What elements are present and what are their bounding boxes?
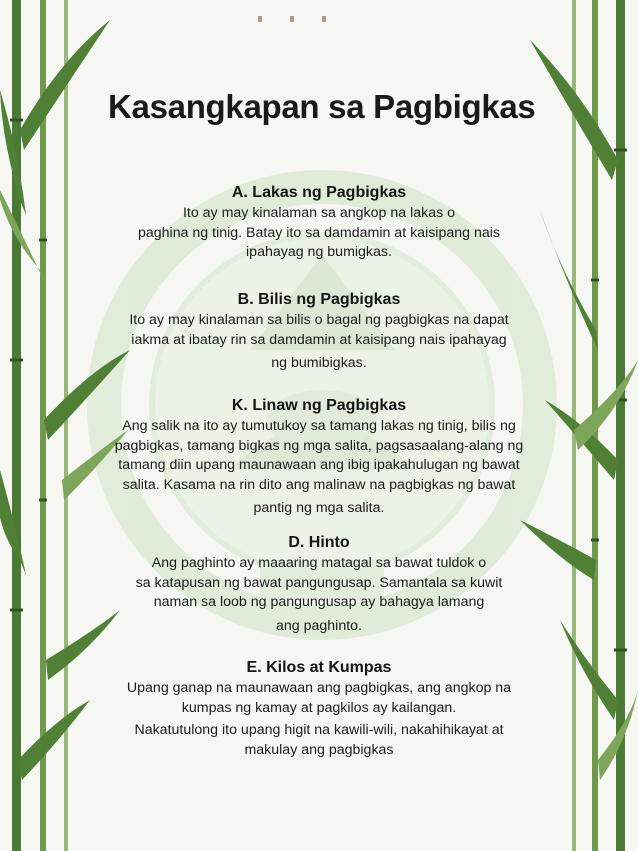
section-kilos [78,657,560,760]
section-line: Nakatutulong ito upang higit na kawili-wili, nakahihikayat at [134,722,504,738]
section-line: pantig ng mga salita. [253,500,385,516]
section-line: iakma at ibatay rin sa damdamin at kaisipang nais ipahayag [131,331,507,348]
section-linaw [78,395,560,519]
section-line: tamang diin upang maunawaan ang ibig ipakahulugan ng bawat [118,457,520,473]
section-line: Ang paghinto ay maaaring matagal sa bawat tuldok o [151,555,487,571]
section-line: ang paghinto. [276,617,362,634]
section-heading: K. Linaw ng Pagbigkas [231,397,407,414]
section-line: Ito ay may kinalaman sa bilis o bagal ng pagbigkas na dapat [129,312,509,328]
section-line: ng bumibigkas. [271,355,367,371]
section-heading: D. Hinto [288,534,350,551]
section-hinto [78,532,560,636]
page-title: Kasangkapan sa Pagbigkas [108,88,536,125]
section-lakas [78,182,560,263]
section-line: ipahayag ng bumigkas. [246,244,392,260]
section-line: kumpas ng kamay at pagkilos ay kailangan. [181,699,457,716]
section-line: paghina ng tinig. Batay ito sa damdamin at kaisipang nais [137,224,500,241]
section-heading: E. Kilos at Kumpas [246,659,392,676]
section-heading: A. Lakas ng Pagbigkas [231,184,407,201]
section-line: naman sa loob ng pangungusap ay bahagya lamang [153,594,485,610]
section-line: salita. Kasama na rin dito ang malinaw na pagbigkas ng bawat [122,476,516,493]
section-line: sa katapusan ng bawat pangungusap. Samantala sa kuwit [135,574,503,591]
section-line: Ang salik na ito ay tumutukoy sa tamang lakas ng tinig, bilis ng [122,418,516,434]
section-line: makulay ang pagbigkas [244,741,394,758]
section-line: Upang ganap na maunawaan ang pagbigkas, ang angkop na [126,680,512,696]
section-line: Ito ay may kinalaman sa angkop na lakas o [182,205,456,221]
section-bilis [78,289,560,374]
section-line: pagbigkas, tamang bigkas ng mga salita, pagsasaalang-alang ng [114,437,524,454]
section-heading: B. Bilis ng Pagbigkas [237,291,401,308]
